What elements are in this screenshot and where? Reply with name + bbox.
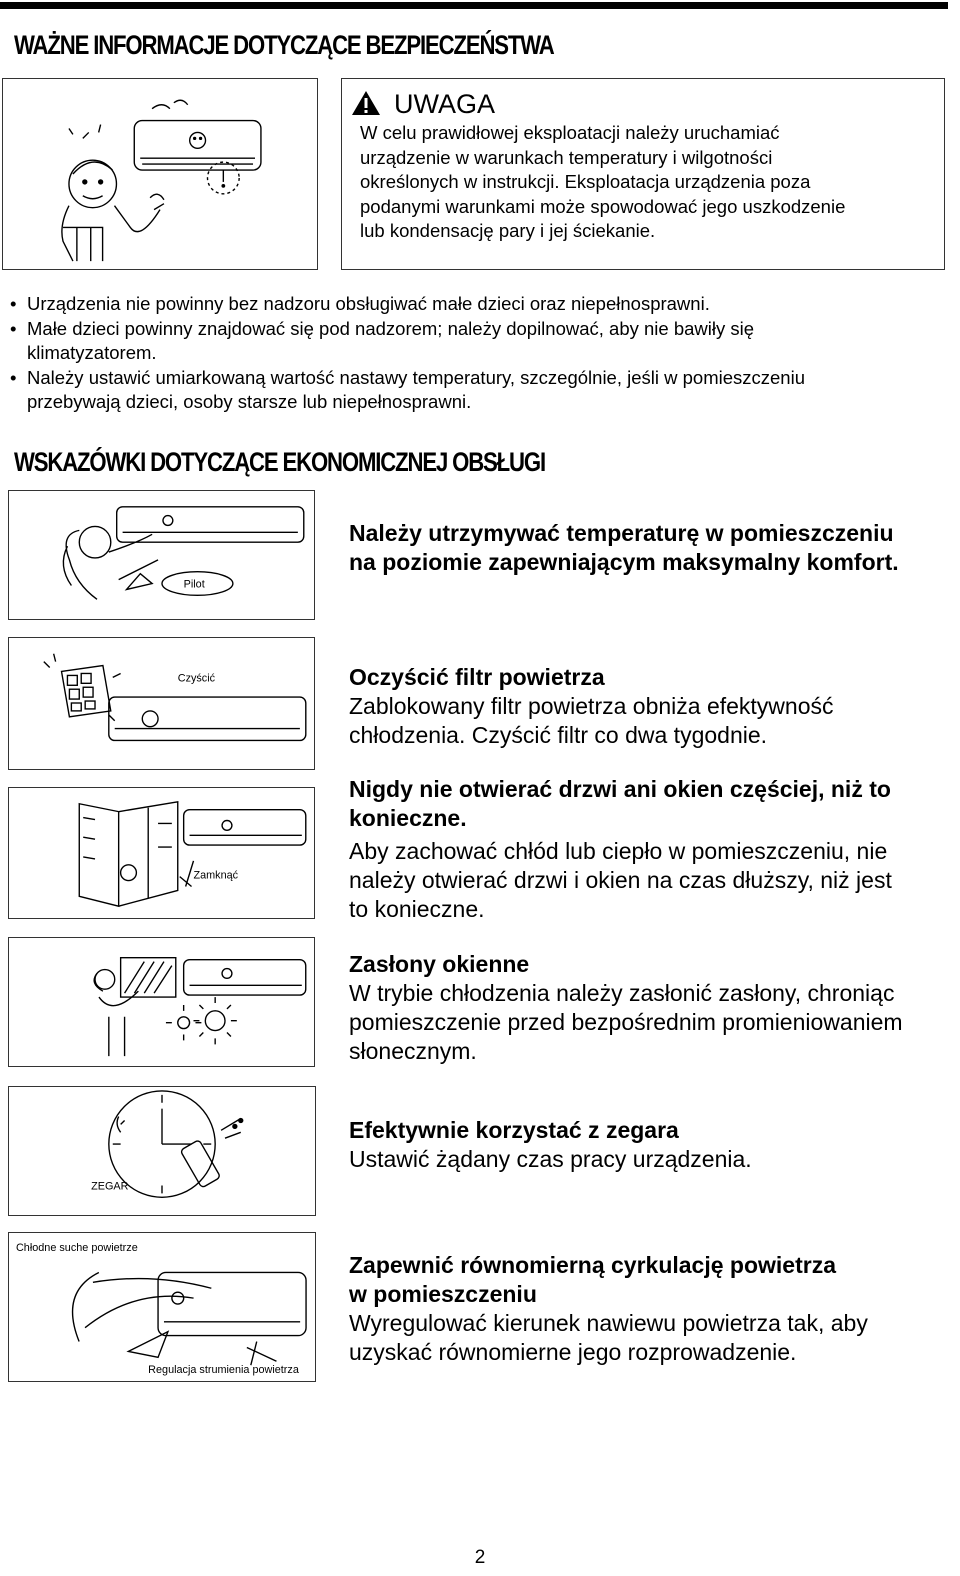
- illustration-door-window: [8, 787, 315, 919]
- tip-curtains: Zasłony okienne W trybie chłodzenia należy zasłonić zasłony, chroniąc pomieszczenie przed bezpośrednim promieniowaniem słonecznym.: [349, 951, 903, 1064]
- warning-title: UWAGA: [394, 89, 495, 119]
- safety-bullet-list: [10, 292, 940, 415]
- top-rule: [0, 2, 948, 9]
- illustration-curtains: [8, 937, 315, 1067]
- clock-label: ZEGAR: [91, 1180, 129, 1193]
- section-title-economy: WSKAZÓWKI DOTYCZĄCE EKONOMICZNEJ OBSŁUGI: [14, 447, 545, 477]
- list-item: • Urządzenia nie powinny bez nadzoru obsługiwać małe dzieci oraz niepełnosprawni.: [10, 293, 710, 314]
- remote-label: Pilot: [183, 578, 205, 591]
- list-item: • Należy ustawić umiarkowaną wartość nastawy temperatury, szczególnie, jeśli w pomieszczeniu przebywają dzieci, osoby starsze lub niepełnosprawni.: [10, 366, 805, 412]
- illustration-filter: [8, 637, 315, 770]
- illustration-timer: [8, 1086, 316, 1216]
- close-label: Zamknąć: [193, 869, 239, 882]
- illustration-child-ac: [2, 78, 318, 270]
- tip-timer: Efektywnie korzystać z zegara Ustawić żądany czas pracy urządzenia.: [349, 1117, 752, 1172]
- list-item: • Małe dzieci powinny znajdować się pod nadzorem; należy dopilnować, aby nie bawiły się klimatyzatorem.: [10, 317, 755, 363]
- clean-label: Czyścić: [177, 672, 216, 685]
- warning-text: W celu prawidłowej eksploatacji należy uruchamiać urządzenie w warunkach temperatury i wilgotności określonych w instrukcji. Eksploatacja urządzenia poza podanymi warunkami może spowodować jego uszkodzenie lub kondensację pary i jej ściekanie.: [360, 122, 846, 241]
- illustration-airflow: [8, 1232, 316, 1382]
- dry-air-label: Chłodne suche powietrze: [15, 1241, 138, 1254]
- tip-airflow: Zapewnić równomierną cyrkulację powietrza w pomieszczeniu Wyregulować kierunek nawiewu powietrza tak, aby uzyskać równomierne jego rozprowadzenie.: [349, 1252, 868, 1365]
- tip-filter: Oczyścić filtr powietrza Zablokowany filtr powietrza obniża efektywność chłodzenia. Czyścić filtr co dwa tygodnie.: [349, 664, 834, 748]
- warning-box: [341, 78, 945, 270]
- tip-temperature: Należy utrzymywać temperaturę w pomieszczeniu na poziomie zapewniającym maksymalny komfort.: [349, 520, 899, 575]
- warning-triangle-icon: [350, 89, 382, 117]
- tip-doors: Nigdy nie otwierać drzwi ani okien częściej, niż to konieczne. Aby zachować chłód lub ciepło w pomieszczeniu, nie należy otwierać drzwi i okien na czas dłuższy, niż jest to konieczne.: [349, 776, 892, 922]
- page-number: 2: [474, 1547, 486, 1568]
- airflow-label: Regulacja strumienia powietrza: [148, 1364, 299, 1377]
- illustration-remote: [8, 490, 315, 620]
- section-title-safety: WAŻNE INFORMACJE DOTYCZĄCE BEZPIECZEŃSTWA: [14, 30, 554, 60]
